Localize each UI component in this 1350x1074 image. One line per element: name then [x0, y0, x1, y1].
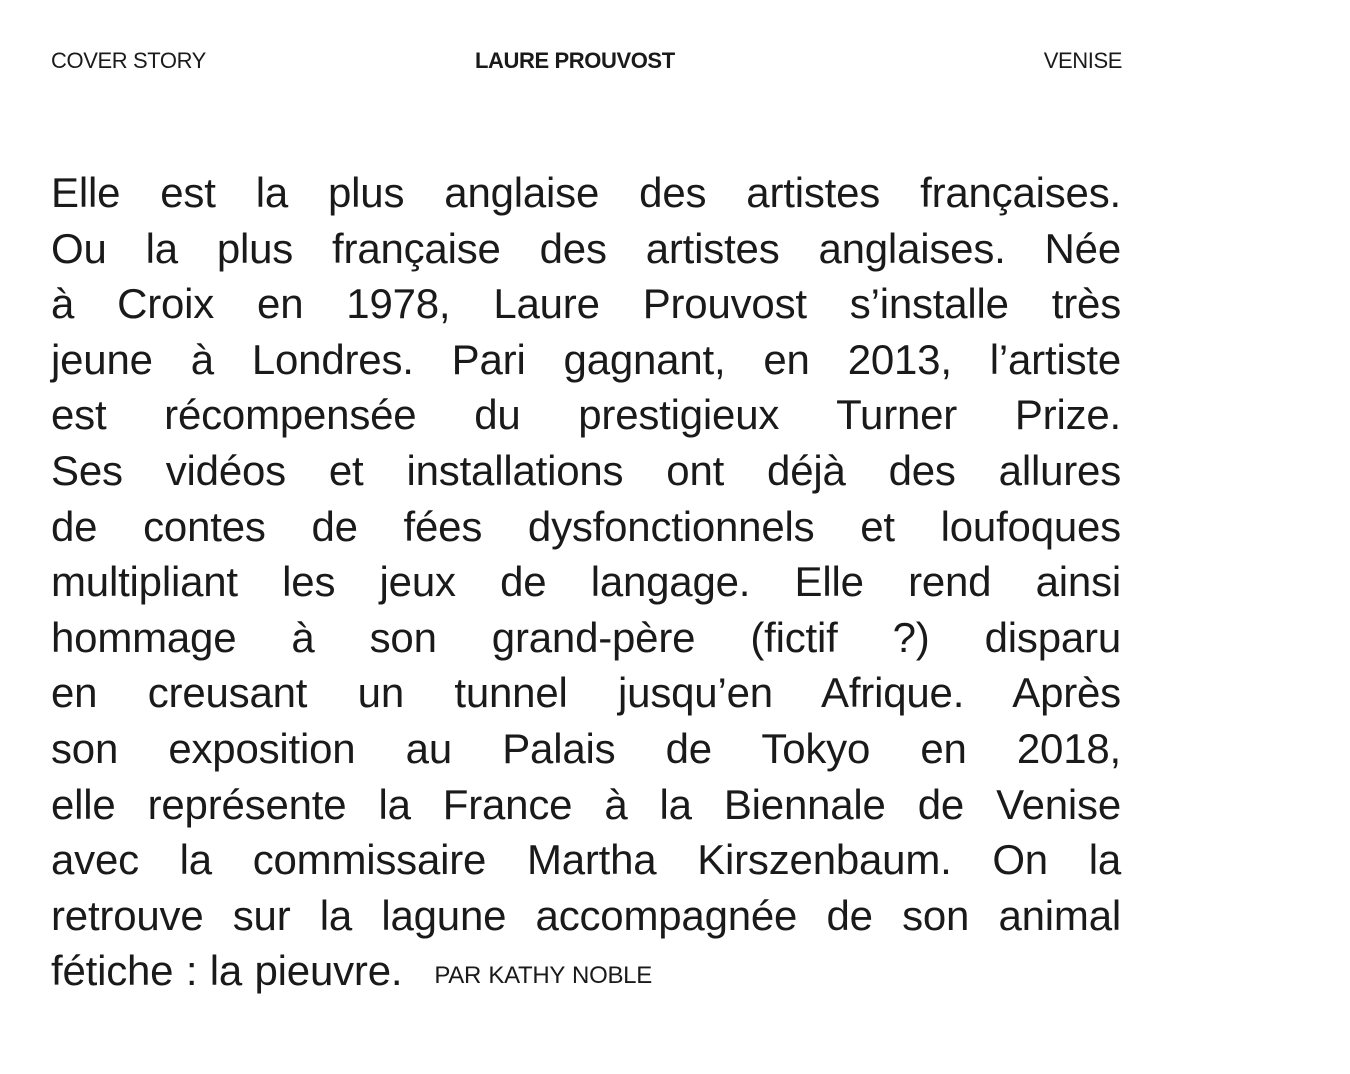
article-line: en creusant un tunnel jusqu’en Afrique. Après	[51, 669, 1121, 717]
article-line: est récompensée du prestigieux Turner Prize.	[51, 391, 1121, 439]
article-title: LAURE PROUVOST	[475, 48, 675, 73]
article-line: Ses vidéos et installations ont déjà des allures	[51, 446, 1121, 494]
article-last-line	[51, 943, 1121, 999]
author-byline: PAR KATHY NOBLE	[434, 962, 652, 990]
article-line: Ou la plus française des artistes anglaises. Née	[51, 224, 1121, 272]
location-label: VENISE	[1043, 48, 1122, 73]
page-header	[51, 48, 1122, 76]
article-line: jeune à Londres. Pari gagnant, en 2013, l’artiste	[51, 335, 1121, 383]
article-line: hommage à son grand-père (fictif ?) disparu	[51, 613, 1121, 661]
article-line: avec la commissaire Martha Kirszenbaum. On la	[51, 836, 1121, 884]
article-line: multipliant les jeux de langage. Elle rend ainsi	[51, 558, 1121, 606]
article-line: Elle est la plus anglaise des artistes françaises.	[51, 169, 1121, 216]
article-line: de contes de fées dysfonctionnels et loufoques	[51, 502, 1121, 550]
article-line: fétiche : la pieuvre.	[51, 947, 403, 995]
article-line: son exposition au Palais de Tokyo en 2018,	[51, 724, 1121, 772]
article-line: elle représente la France à la Biennale de Venise	[51, 780, 1121, 828]
article-body	[51, 165, 1121, 999]
article-line: retrouve sur la lagune accompagnée de son animal	[51, 891, 1121, 939]
section-label: COVER STORY	[51, 48, 206, 73]
article-line: à Croix en 1978, Laure Prouvost s’installe très	[51, 280, 1121, 328]
